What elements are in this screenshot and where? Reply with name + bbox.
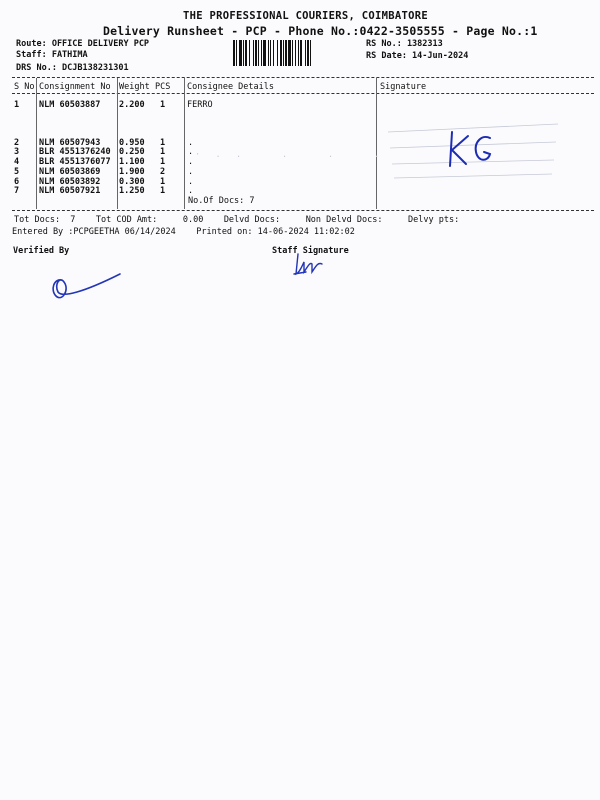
cell-sno: 2 — [14, 138, 20, 148]
cell-consignment: NLM 60503869 — [39, 167, 101, 177]
cell-sno: 3 — [14, 147, 20, 157]
verified-by-label: Verified By — [13, 246, 70, 256]
barcode-bar — [239, 40, 242, 66]
barcode-bar — [233, 40, 235, 66]
verified-signature — [44, 270, 124, 306]
bleed-through-text: · . . . . . — [195, 150, 380, 160]
col-divider — [376, 78, 377, 209]
cell-weight: 1.250 — [119, 186, 145, 196]
initials-signature — [446, 128, 498, 170]
barcode — [233, 40, 361, 66]
col-divider — [184, 78, 185, 209]
barcode-bar — [283, 40, 284, 66]
header-sno: S No — [14, 82, 35, 92]
cell-consignee: . — [188, 167, 194, 177]
cell-consignment: NLM 60507921 — [39, 186, 101, 196]
cell-pcs: 1 — [160, 147, 166, 157]
cell-weight: 1.900 — [119, 167, 145, 177]
barcode-bar — [243, 40, 244, 66]
cell-consignee: . — [188, 186, 194, 196]
cell-weight: 0.950 — [119, 138, 145, 148]
barcode-bar — [273, 40, 274, 66]
cell-consignee: . — [188, 157, 194, 167]
barcode-bar — [263, 40, 266, 66]
header-consignee: Consignee Details — [187, 82, 274, 92]
cell-consignee: . — [188, 177, 194, 187]
barcode-bar — [280, 40, 282, 66]
header-weight: Weight — [119, 82, 150, 92]
cell-pcs: 1 — [160, 177, 166, 187]
header-rule — [12, 93, 594, 94]
header-consignment: Consignment No — [39, 82, 111, 92]
header-signature: Signature — [380, 82, 427, 92]
cell-pcs: 1 — [160, 157, 166, 167]
cell-sno: 1 — [14, 100, 20, 110]
barcode-bar — [310, 40, 311, 66]
cell-consignee: FERRO — [187, 100, 213, 110]
barcode-bar — [288, 40, 291, 66]
col-divider — [36, 78, 37, 209]
cell-pcs: 1 — [160, 186, 166, 196]
header-pcs: PCS — [155, 82, 171, 92]
cell-consignment: NLM 60503887 — [39, 100, 101, 110]
table-bottom-rule — [12, 210, 594, 211]
cell-consignee: . — [188, 147, 194, 157]
no-of-docs: No.Of Docs: 7 — [188, 196, 255, 206]
barcode-bar — [268, 40, 269, 66]
barcode-bar — [307, 40, 309, 66]
staff-signature-label: Staff Signature — [272, 246, 349, 256]
cell-weight: 2.200 — [119, 100, 145, 110]
cell-pcs: 2 — [160, 167, 166, 177]
barcode-bar — [305, 40, 306, 66]
barcode-bar — [255, 40, 257, 66]
cell-consignment: NLM 60503892 — [39, 177, 101, 187]
barcode-bar — [270, 40, 271, 66]
barcode-bar — [258, 40, 259, 66]
cell-consignee: . — [188, 138, 194, 148]
cell-sno: 4 — [14, 157, 20, 167]
runsheet-title: Delivery Runsheet - PCP - Phone No.:0422-3505555 - Page No.:1 — [103, 24, 538, 38]
cell-sno: 7 — [14, 186, 20, 196]
barcode-bar — [277, 40, 278, 66]
cell-pcs: 1 — [160, 138, 166, 148]
entered-by-line: Entered By :PCPGEETHA 06/14/2024 Printed on: 14-06-2024 11:02:02 — [12, 227, 355, 237]
cell-sno: 6 — [14, 177, 20, 187]
totals-line: Tot Docs: 7 Tot COD Amt: 0.00 Delvd Docs: Non Delvd Docs: Delvy pts: — [14, 215, 460, 225]
barcode-bar — [245, 40, 247, 66]
barcode-bar — [292, 40, 293, 66]
company-title: THE PROFESSIONAL COURIERS, COIMBATORE — [183, 10, 428, 22]
cell-weight: 1.100 — [119, 157, 145, 167]
staff-signature — [290, 252, 330, 278]
cell-weight: 0.250 — [119, 147, 145, 157]
barcode-bar — [236, 40, 237, 66]
cell-weight: 0.300 — [119, 177, 145, 187]
barcode-bar — [295, 40, 296, 66]
route-label: Route: OFFICE DELIVERY PCP — [16, 39, 150, 49]
col-divider — [117, 78, 118, 209]
barcode-bar — [285, 40, 287, 66]
drs-number: DRS No.: DCJB138231301 — [16, 63, 129, 73]
rs-number: RS No.: 1382313 — [366, 39, 443, 49]
barcode-bar — [261, 40, 262, 66]
barcode-bar — [249, 40, 250, 66]
staff-label: Staff: FATHIMA — [16, 50, 88, 60]
rs-date: RS Date: 14-Jun-2024 — [366, 51, 469, 61]
cell-consignment: BLR 4551376077 — [39, 157, 111, 167]
cell-pcs: 1 — [160, 100, 166, 110]
barcode-bar — [300, 40, 302, 66]
cell-consignment: NLM 60507943 — [39, 138, 101, 148]
cell-sno: 5 — [14, 167, 20, 177]
cell-consignment: BLR 4551376240 — [39, 147, 111, 157]
table-top-rule — [12, 77, 594, 78]
barcode-bar — [298, 40, 299, 66]
barcode-bar — [253, 40, 254, 66]
